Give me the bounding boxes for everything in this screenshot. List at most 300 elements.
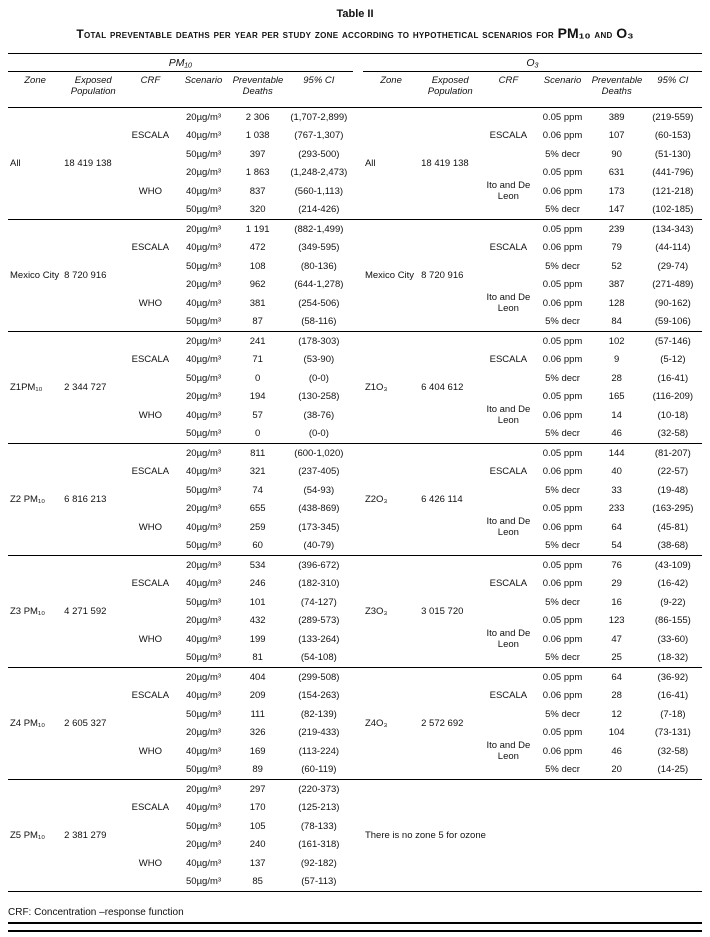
ci-cell: (90-162)	[654, 297, 691, 309]
deaths-cell: 104	[608, 727, 625, 739]
deaths-cell: 962	[249, 279, 266, 291]
deaths-cell: 297	[231, 780, 285, 799]
population-cell: 2 605 327	[62, 668, 124, 780]
ci-cell: (38-68)	[657, 540, 689, 552]
ci-cell: (299-508)	[285, 668, 353, 687]
deaths-cell: 28	[611, 372, 622, 384]
table-row	[8, 556, 702, 575]
zone-cell: Mexico City	[363, 220, 419, 332]
deaths-cell: 105	[249, 820, 266, 832]
scenario-cell: 40µg/m³	[186, 409, 222, 421]
crf-cell: WHO	[138, 745, 162, 757]
ci-cell: (81-207)	[644, 444, 702, 463]
crf-cell: ESCALA	[481, 332, 535, 388]
zone-cell: Z1O₃	[363, 332, 419, 444]
deaths-cell: 54	[611, 540, 622, 552]
deaths-cell: 655	[249, 503, 266, 515]
ci-cell: (16-41)	[657, 372, 689, 384]
deaths-cell: 321	[249, 466, 266, 478]
deaths-cell: 169	[249, 745, 266, 757]
deaths-cell: 1 863	[245, 167, 270, 179]
ci-cell: (58-116)	[301, 316, 337, 328]
ci-cell: (154-263)	[298, 690, 340, 702]
zone-cell: Z3O₃	[363, 556, 419, 668]
deaths-cell: 239	[590, 220, 644, 239]
zone-cell: Z2O₃	[363, 444, 419, 556]
scenario-cell: 0.06 ppm	[542, 185, 583, 197]
ci-cell: (7-18)	[660, 708, 686, 720]
col-header-crf: CRF	[481, 72, 535, 108]
ci-cell: (45-81)	[657, 521, 689, 533]
deaths-cell: 2 306	[245, 111, 270, 123]
scenario-cell: 20µg/m³	[186, 503, 222, 515]
scenario-cell: 5% decr	[545, 540, 580, 552]
deaths-cell: 46	[611, 428, 622, 440]
col-header-population: Exposed Population	[62, 72, 124, 108]
table-title-and: and	[590, 27, 617, 41]
scenario-cell: 0.05 ppm	[542, 111, 583, 123]
deaths-cell: 404	[231, 668, 285, 687]
scenario-cell: 50µg/m³	[186, 428, 222, 440]
crf-cell: ESCALA	[124, 220, 176, 276]
scenario-cell: 0.05 ppm	[542, 727, 583, 739]
scenario-cell: 0.05 ppm	[542, 503, 583, 515]
zone-cell: Z3 PM₁₀	[8, 556, 62, 668]
deaths-cell: 326	[249, 727, 266, 739]
scenario-cell: 50µg/m³	[186, 596, 222, 608]
crf-cell: Ito and De Leon	[486, 628, 531, 651]
scenario-cell: 5% decr	[545, 596, 580, 608]
column-gap	[353, 780, 363, 892]
crf-cell: Ito and De Leon	[486, 404, 531, 427]
ci-cell: (644-1,278)	[294, 279, 344, 291]
scenario-cell: 20µg/m³	[186, 615, 222, 627]
deaths-cell: 79	[611, 242, 622, 254]
col-header-deaths: Preventable Deaths	[231, 72, 285, 108]
scenario-cell: 40µg/m³	[186, 130, 222, 142]
pm10-group-header: PM₁₀	[8, 54, 353, 72]
scenario-cell: 40µg/m³	[186, 466, 222, 478]
column-gap	[353, 556, 363, 668]
ci-cell: (86-155)	[654, 615, 691, 627]
scenario-cell: 50µg/m³	[186, 316, 222, 328]
scenario-cell: 40µg/m³	[186, 297, 222, 309]
deaths-cell: 111	[250, 708, 265, 720]
scenario-cell: 40µg/m³	[186, 857, 222, 869]
scenario-cell: 50µg/m³	[186, 540, 222, 552]
scenario-cell: 40µg/m³	[186, 185, 222, 197]
ci-cell: (271-489)	[652, 279, 694, 291]
scenario-cell: 20µg/m³	[186, 167, 222, 179]
scenario-cell: 20µg/m³	[186, 391, 222, 403]
deaths-cell: 123	[608, 615, 625, 627]
ci-cell: (560-1,113)	[294, 185, 344, 197]
deaths-cell: 165	[608, 391, 625, 403]
deaths-cell: 137	[249, 857, 266, 869]
scenario-cell: 0.06 ppm	[542, 690, 583, 702]
scenario-cell: 20µg/m³	[186, 111, 222, 123]
ci-cell: (78-133)	[300, 820, 337, 832]
ci-cell: (121-218)	[652, 185, 694, 197]
ci-cell: (133-264)	[298, 633, 340, 645]
scenario-cell: 5% decr	[545, 260, 580, 272]
ci-cell: (1,248-2,473)	[290, 167, 348, 179]
deaths-cell: 90	[611, 148, 622, 160]
scenario-cell: 0.06 ppm	[542, 242, 583, 254]
ci-cell: (32-58)	[657, 428, 689, 440]
scenario-cell: 40µg/m³	[186, 354, 222, 366]
col-header-scenario: Scenario	[535, 72, 589, 108]
deaths-cell: 1 191	[231, 220, 285, 239]
table-title-o3: O₃	[616, 25, 634, 41]
ci-cell: (16-42)	[657, 578, 689, 590]
scenario-cell: 0.05 ppm	[535, 220, 589, 239]
deaths-cell: 16	[611, 596, 622, 608]
preventable-deaths-table	[8, 53, 702, 892]
ci-cell: (182-310)	[298, 578, 340, 590]
ci-cell: (219-559)	[652, 111, 694, 123]
table-title	[8, 25, 702, 41]
deaths-cell: 47	[611, 633, 622, 645]
scenario-cell: 0.05 ppm	[542, 615, 583, 627]
zone-cell: All	[364, 158, 376, 169]
table-row	[8, 444, 702, 463]
column-gap	[353, 220, 363, 332]
ci-cell: (59-106)	[654, 316, 691, 328]
deaths-cell: 102	[590, 332, 644, 351]
ci-cell: (19-48)	[657, 484, 689, 496]
ci-cell: (178-303)	[285, 332, 353, 351]
deaths-cell: 108	[249, 260, 266, 272]
ci-cell: (60-119)	[301, 764, 337, 776]
scenario-cell: 0.05 ppm	[535, 668, 589, 687]
ci-cell: (33-60)	[657, 633, 689, 645]
crf-cell: ESCALA	[481, 220, 535, 276]
scenario-cell: 0.06 ppm	[542, 745, 583, 757]
group-header-row	[8, 54, 702, 72]
table-row	[8, 220, 702, 239]
scenario-cell: 0.06 ppm	[542, 354, 583, 366]
ci-cell: (80-136)	[300, 260, 337, 272]
deaths-cell: 128	[608, 297, 625, 309]
scenario-cell: 40µg/m³	[186, 578, 222, 590]
crf-cell: WHO	[138, 409, 162, 421]
scenario-cell: 0.06 ppm	[542, 633, 583, 645]
scenario-cell: 5% decr	[545, 708, 580, 720]
scenario-cell: 5% decr	[545, 428, 580, 440]
deaths-cell: 64	[590, 668, 644, 687]
crf-cell: Ito and De Leon	[486, 740, 531, 763]
ci-cell: (51-130)	[654, 148, 691, 160]
scenario-cell: 20µg/m³	[176, 668, 230, 687]
deaths-cell: 20	[611, 764, 622, 776]
zone-cell: Z2 PM₁₀	[8, 444, 62, 556]
scenario-cell: 40µg/m³	[186, 690, 222, 702]
col-header-ci: 95% CI	[285, 72, 353, 108]
crf-cell: ESCALA	[131, 130, 170, 142]
col-header-scenario: Scenario	[176, 72, 230, 108]
deaths-cell: 240	[249, 839, 266, 851]
scenario-cell: 40µg/m³	[186, 745, 222, 757]
ci-cell: (349-595)	[298, 242, 340, 254]
ci-cell: (396-672)	[285, 556, 353, 575]
ci-cell: (293-500)	[298, 148, 340, 160]
scenario-cell: 40µg/m³	[186, 802, 222, 814]
scenario-cell: 40µg/m³	[186, 521, 222, 533]
deaths-cell: 259	[249, 521, 266, 533]
scenario-cell: 50µg/m³	[186, 708, 222, 720]
deaths-cell: 389	[608, 111, 625, 123]
scenario-cell: 20µg/m³	[176, 332, 230, 351]
zone-cell: Z4 PM₁₀	[8, 668, 62, 780]
crf-cell: Ito and De Leon	[486, 292, 531, 315]
deaths-cell: 60	[252, 540, 263, 552]
ci-cell: (882-1,499)	[285, 220, 353, 239]
ci-cell: (441-796)	[652, 167, 694, 179]
ci-cell: (53-90)	[303, 354, 335, 366]
deaths-cell: 199	[249, 633, 266, 645]
deaths-cell: 40	[611, 466, 622, 478]
scenario-cell: 0.05 ppm	[535, 556, 589, 575]
scenario-cell: 50µg/m³	[186, 260, 222, 272]
deaths-cell: 84	[611, 316, 622, 328]
ci-cell: (113-224)	[298, 745, 340, 757]
o3-group-header: O₃	[363, 54, 702, 72]
scenario-cell: 5% decr	[545, 484, 580, 496]
crf-cell: ESCALA	[481, 668, 535, 724]
ci-cell: (161-318)	[298, 839, 340, 851]
ci-cell: (134-343)	[644, 220, 702, 239]
col-header-crf: CRF	[124, 72, 176, 108]
col-header-population: Exposed Population	[419, 72, 481, 108]
deaths-cell: 246	[249, 578, 266, 590]
zone-cell: Z5 PM₁₀	[8, 780, 62, 892]
scenario-cell: 0.06 ppm	[542, 578, 583, 590]
ci-cell: (57-113)	[301, 876, 337, 888]
scenario-cell: 0.06 ppm	[542, 297, 583, 309]
population-cell: 2 572 692	[419, 668, 481, 780]
column-gap	[353, 108, 363, 220]
ci-cell: (38-76)	[303, 409, 335, 421]
crf-cell: ESCALA	[124, 332, 176, 388]
population-cell: 2 344 727	[62, 332, 124, 444]
crf-cell: ESCALA	[124, 780, 176, 836]
deaths-cell: 76	[590, 556, 644, 575]
ci-cell: (22-57)	[657, 466, 689, 478]
deaths-cell: 209	[249, 690, 266, 702]
column-gap	[353, 54, 363, 72]
ci-cell: (173-345)	[298, 521, 340, 533]
scenario-cell: 50µg/m³	[186, 652, 222, 664]
deaths-cell: 381	[249, 297, 266, 309]
page-bottom-rule	[8, 922, 702, 932]
deaths-cell: 811	[231, 444, 285, 463]
crf-footnote: CRF: Concentration –response function	[8, 907, 184, 918]
crf-cell: ESCALA	[481, 444, 535, 500]
population-cell: 4 271 592	[62, 556, 124, 668]
column-gap	[353, 332, 363, 444]
crf-cell: ESCALA	[489, 130, 528, 142]
crf-cell: Ito and De Leon	[486, 516, 531, 539]
deaths-cell: 320	[249, 204, 266, 216]
ci-cell: (40-79)	[303, 540, 335, 552]
ci-cell: (36-92)	[644, 668, 702, 687]
deaths-cell: 28	[611, 690, 622, 702]
deaths-cell: 46	[611, 745, 622, 757]
deaths-cell: 472	[249, 242, 266, 254]
deaths-cell: 74	[252, 484, 263, 496]
deaths-cell: 0	[255, 372, 261, 384]
ci-cell: (289-573)	[298, 615, 340, 627]
scenario-cell: 50µg/m³	[186, 764, 222, 776]
scenario-cell: 0.06 ppm	[542, 130, 583, 142]
table-row	[8, 780, 702, 799]
scenario-cell: 0.05 ppm	[542, 391, 583, 403]
scenario-cell: 20µg/m³	[186, 727, 222, 739]
scenario-cell: 0.06 ppm	[542, 521, 583, 533]
deaths-cell: 14	[611, 409, 622, 421]
ci-cell: (54-93)	[303, 484, 335, 496]
ci-cell: (14-25)	[657, 764, 689, 776]
ci-cell: (60-153)	[654, 130, 691, 142]
scenario-cell: 0.06 ppm	[542, 409, 583, 421]
crf-cell: ESCALA	[124, 444, 176, 500]
table-row	[8, 668, 702, 687]
scenario-cell: 50µg/m³	[186, 484, 222, 496]
deaths-cell: 173	[608, 185, 625, 197]
deaths-cell: 233	[608, 503, 625, 515]
table-title-text: Total preventable deaths per year per study zone according to hypothetical scenarios for	[76, 27, 558, 41]
col-header-deaths: Preventable Deaths	[590, 72, 644, 108]
ci-cell: (767-1,307)	[294, 130, 344, 142]
crf-cell: WHO	[138, 633, 162, 645]
zone-cell: Z4O₃	[363, 668, 419, 780]
ci-cell: (102-185)	[652, 204, 694, 216]
population-cell: 8 720 916	[62, 220, 124, 332]
deaths-cell: 101	[249, 596, 266, 608]
deaths-cell: 81	[252, 652, 263, 664]
scenario-cell: 0.06 ppm	[542, 466, 583, 478]
ci-cell: (214-426)	[298, 204, 340, 216]
scenario-cell: 20µg/m³	[176, 780, 230, 799]
scenario-cell: 0.05 ppm	[535, 444, 589, 463]
scenario-cell: 40µg/m³	[186, 242, 222, 254]
ci-cell: (237-405)	[298, 466, 340, 478]
scenario-cell: 5% decr	[545, 316, 580, 328]
ci-cell: (73-131)	[654, 727, 691, 739]
ci-cell: (600-1,020)	[285, 444, 353, 463]
crf-cell: WHO	[138, 297, 162, 309]
deaths-cell: 837	[249, 185, 266, 197]
deaths-cell: 631	[608, 167, 625, 179]
table-number-label: Table II	[336, 8, 374, 20]
deaths-cell: 9	[614, 354, 620, 366]
ci-cell: (74-127)	[300, 596, 337, 608]
ci-cell: (163-295)	[652, 503, 694, 515]
scenario-cell: 50µg/m³	[186, 372, 222, 384]
scenario-cell: 20µg/m³	[176, 444, 230, 463]
deaths-cell: 144	[590, 444, 644, 463]
deaths-cell: 534	[231, 556, 285, 575]
population-cell: 18 419 138	[421, 158, 469, 169]
population-cell: 6 426 114	[419, 444, 481, 556]
deaths-cell: 432	[249, 615, 266, 627]
ci-cell: (254-506)	[298, 297, 340, 309]
scenario-cell: 50µg/m³	[186, 876, 222, 888]
scenario-cell: 20µg/m³	[176, 556, 230, 575]
deaths-cell: 397	[249, 148, 266, 160]
ci-cell: (43-109)	[644, 556, 702, 575]
ci-cell: (0-0)	[308, 372, 329, 384]
deaths-cell: 241	[231, 332, 285, 351]
crf-cell: Ito and De Leon	[486, 180, 531, 203]
population-cell: 6 816 213	[62, 444, 124, 556]
zone-cell: All	[10, 158, 21, 169]
deaths-cell: 89	[252, 764, 263, 776]
deaths-cell: 107	[608, 130, 625, 142]
population-cell: 6 404 612	[419, 332, 481, 444]
ci-cell: (57-146)	[644, 332, 702, 351]
crf-cell: WHO	[138, 857, 162, 869]
scenario-cell: 5% decr	[545, 372, 580, 384]
scenario-cell: 20µg/m³	[186, 839, 222, 851]
col-header-zone: Zone	[8, 72, 62, 108]
col-header-zone: Zone	[363, 72, 419, 108]
ci-cell: (1,707-2,899)	[290, 111, 348, 123]
column-header-row	[8, 72, 702, 108]
scenario-cell: 20µg/m³	[176, 220, 230, 239]
scenario-cell: 0.05 ppm	[542, 279, 583, 291]
ci-cell: (5-12)	[660, 354, 686, 366]
crf-cell: ESCALA	[124, 668, 176, 724]
crf-cell: ESCALA	[124, 556, 176, 612]
ci-cell: (10-18)	[657, 409, 689, 421]
scenario-cell: 5% decr	[545, 652, 580, 664]
deaths-cell: 29	[611, 578, 622, 590]
scenario-cell: 50µg/m³	[186, 204, 222, 216]
ci-cell: (130-258)	[298, 391, 340, 403]
ci-cell: (16-41)	[657, 690, 689, 702]
deaths-cell: 33	[611, 484, 622, 496]
ci-cell: (82-139)	[300, 708, 337, 720]
scenario-cell: 5% decr	[545, 148, 580, 160]
ci-cell: (438-869)	[298, 503, 340, 515]
no-zone5-note: There is no zone 5 for ozone	[363, 780, 702, 892]
col-header-ci: 95% CI	[644, 72, 702, 108]
table-row	[8, 108, 702, 127]
deaths-cell: 170	[249, 802, 266, 814]
column-gap	[353, 444, 363, 556]
deaths-cell: 52	[611, 260, 622, 272]
crf-cell: ESCALA	[481, 556, 535, 612]
population-cell: 3 015 720	[419, 556, 481, 668]
scenario-cell: 40µg/m³	[186, 633, 222, 645]
column-gap	[353, 72, 363, 108]
table-body	[8, 108, 702, 892]
scenario-cell: 5% decr	[545, 204, 580, 216]
ci-cell: (220-373)	[285, 780, 353, 799]
ci-cell: (92-182)	[300, 857, 337, 869]
population-cell: 8 720 916	[419, 220, 481, 332]
scenario-cell: 5% decr	[545, 764, 580, 776]
zone-cell: Z1PM₁₀	[8, 332, 62, 444]
table-row	[8, 332, 702, 351]
zone-cell: Mexico City	[8, 220, 62, 332]
deaths-cell: 25	[611, 652, 622, 664]
deaths-cell: 64	[611, 521, 622, 533]
ci-cell: (29-74)	[657, 260, 689, 272]
deaths-cell: 387	[608, 279, 625, 291]
